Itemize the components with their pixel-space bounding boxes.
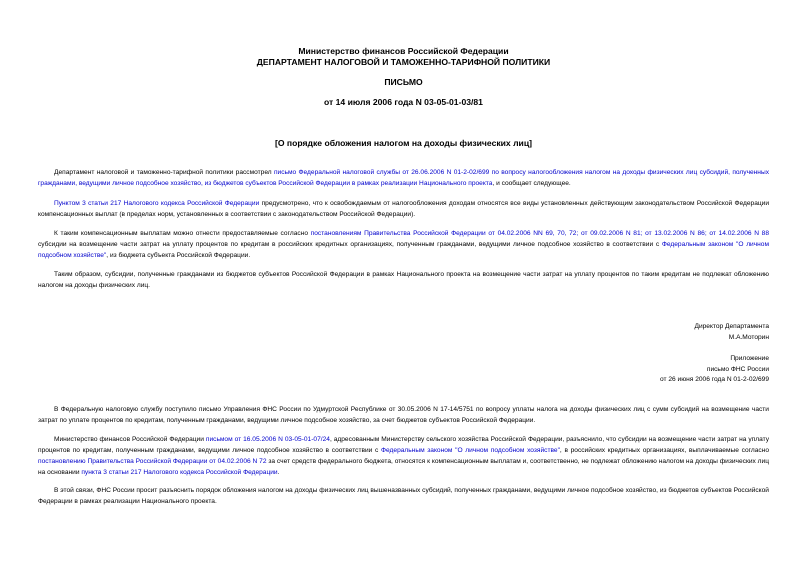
letter-paragraph-2: Пунктом 3 статьи 217 Налогового кодекса Российской Федерации предусмотрено, что к освобождаемым от налогообложения доходам относятся все виды установленных действующим законодательством Российской Федерации компенсационных выплат (в пределах норм, установленных в соответствии с законодательством Российской Федерации).	[38, 200, 770, 218]
link-tax-code-article[interactable]: Пунктом 3 статьи 217 Налогового кодекса Российской Федерации	[54, 200, 260, 207]
appendix-paragraph-1: В Федеральную налоговую службу поступило письмо Управления ФНС России по Удмуртской Республике от 30.05.2006 N 17-14/5751 по вопросу уплаты налога на доходы физических лиц с сумм субсидий на возмещение части затрат по уплате процентов по кредитам, полученным гражданами, ведущими личное подсобное хозяйство, за счет бюджетов субъектов Российской Федерации.	[38, 406, 769, 424]
signature-position: Директор Департамента	[694, 323, 769, 330]
document-subject: [О порядке обложения налогом на доходы физических лиц]	[275, 138, 532, 148]
document-date-number: от 14 июля 2006 года N 03-05-01-03/81	[324, 97, 483, 107]
link-government-resolution-72[interactable]: постановлению Правительства Российской Федерации от 04.02.2006 N 72	[38, 458, 267, 465]
ministry-title: Министерство финансов Российской Федерации	[298, 46, 509, 56]
appendix-date: от 26 июня 2006 года N 01-2-02/699	[660, 376, 769, 383]
appendix-source: письмо ФНС России	[706, 366, 769, 373]
link-federal-law[interactable]: Федеральным законом "О личном подсобном хозяйстве"	[38, 241, 769, 259]
link-minfin-letter[interactable]: письмом от 16.05.2006 N 03-05-01-07/24	[205, 436, 330, 443]
letter-paragraph-1: Департамент налоговой и таможенно-тарифной политики рассмотрел письмо Федеральной налоговой службы от 26.06.2006 N 01-2-02/699 по вопросу налогообложения налогом на доходы физических лиц субсидий, полученных гражданами, ведущими личное подсобное хозяйство, из бюджетов субъектов Российской Федерации в рамках реализации Национального проекта, и сообщает следующее.	[38, 169, 769, 187]
department-title: ДЕПАРТАМЕНТ НАЛОГОВОЙ И ТАМОЖЕННО-ТАРИФНОЙ ПОЛИТИКИ	[256, 57, 551, 67]
link-fns-letter[interactable]: письмо Федеральной налоговой службы от 26.06.2006 N 01-2-02/699 по вопросу налогообложения налогом на доходы физических лиц субсидий, полученных гражданами, ведущими личное подсобное хозяйство, из бюджетов субъектов Российской Федерации в рамках реализации Национального проекта	[38, 169, 769, 187]
appendix-paragraph-2: Министерство финансов Российской Федерации письмом от 16.05.2006 N 03-05-01-07/24, адресованным Министерству сельского хозяйства Российской Федерации, разъяснило, что субсидии на возмещение части затрат на уплату процентов по кредитам, полученным гражданами, ведущими личное подсобное хозяйство в соответствии с Федеральным законом "О личном подсобном хозяйстве", в российских кредитных организациях, выплачиваемые согласно постановлению Правительства Российской Федерации от 04.02.2006 N 72 за счет средств федерального бюджета, относятся к компенсационным выплатам и, соответственно, не подлежат обложению налогом на доходы физических лиц на основании пункта 3 статьи 217 Налогового кодекса Российской Федерации.	[38, 436, 769, 476]
letter-paragraph-3: К таким компенсационным выплатам можно отнести предоставляемые согласно постановлениям Правительства Российской Федерации от 04.02.2006 NN 69, 70, 72; от 09.02.2006 N 81; от 13.02.2006 N 86; от 14.02.2006 N 88 субсидии на возмещение части затрат на уплату процентов по кредитам в российских кредитных организациях, полученным гражданами, ведущими личное подсобное хозяйство в соответствии с Федеральным законом "О личном подсобном хозяйстве", из бюджета субъекта Российской Федерации.	[38, 230, 769, 259]
document-type: ПИСЬМО	[384, 77, 423, 87]
letter-paragraph-4: Таким образом, субсидии, полученные гражданами из бюджетов субъектов Российской Федерации в рамках Национального проекта на возмещение части затрат на уплату процентов по таким кредитам не подлежат обложению налогом на доходы физических лиц.	[38, 271, 769, 289]
link-federal-law-2[interactable]: Федеральным законом "О личном подсобном хозяйстве"	[381, 447, 560, 454]
link-tax-code-article-2[interactable]: пункта 3 статьи 217 Налогового кодекса Российской Федерации	[81, 469, 278, 476]
signature-name: М.А.Моторин	[728, 334, 769, 341]
appendix-paragraph-3: В этой связи, ФНС России просит разъяснить порядок обложения налогом на доходы физических лиц вышеназванных субсидий, полученных гражданами, ведущими личное подсобное хозяйство, из бюджетов субъектов Российской Федерации в рамках реализации Национального проекта.	[38, 487, 769, 505]
link-government-resolutions[interactable]: постановлениям Правительства Российской Федерации от 04.02.2006 NN 69, 70, 72; от 09.02.2006 N 81; от 13.02.2006 N 86; от 14.02.2006 N 88	[310, 230, 769, 237]
appendix-title: Приложение	[730, 355, 769, 362]
